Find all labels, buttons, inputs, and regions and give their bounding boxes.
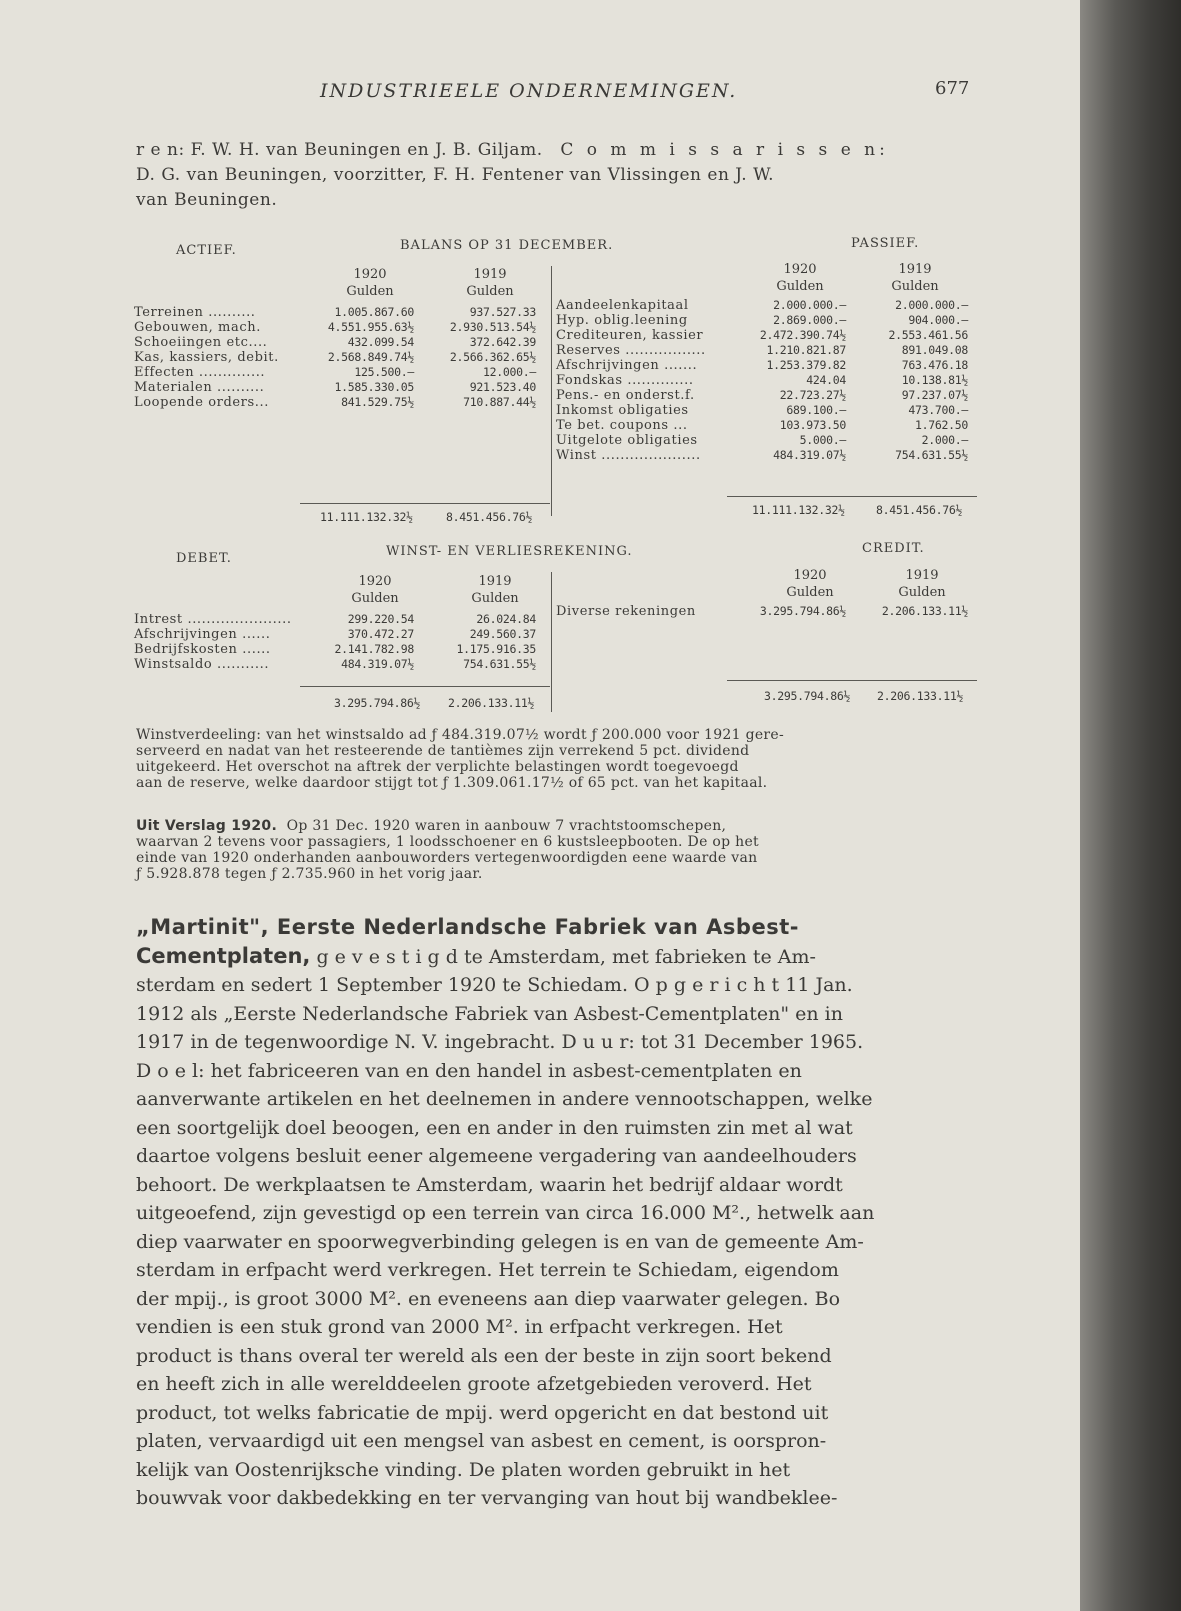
row-label: Winst ..................... bbox=[556, 448, 701, 463]
row-value-1920: 841.529.75½ bbox=[341, 395, 414, 409]
credit-rows bbox=[556, 604, 976, 619]
martinit-title-line1: „Martinit", Eerste Nederlandsche Fabriek van Asbest- bbox=[136, 915, 799, 939]
table-row bbox=[556, 343, 976, 358]
row-value-1920: 2.869.000.— bbox=[773, 313, 846, 327]
row-value-1920: 424.04 bbox=[806, 373, 846, 387]
row-value-1919: 904.000.— bbox=[908, 313, 968, 327]
martinit-body-lines bbox=[136, 1085, 981, 1513]
row-label: Diverse rekeningen bbox=[556, 604, 696, 619]
table-row bbox=[556, 418, 976, 433]
verslag-heading: Uit Verslag 1920. bbox=[136, 818, 278, 834]
year-1919: 1919 bbox=[473, 267, 507, 282]
row-value-1919: 2.000.000.— bbox=[895, 298, 968, 312]
row-value-1920: 1.253.379.82 bbox=[766, 358, 846, 372]
table-row bbox=[556, 448, 976, 463]
martinit-line: sterdam en sedert 1 September 1920 te Schiedam. bbox=[136, 974, 628, 996]
actief-label: ACTIEF. bbox=[176, 243, 237, 258]
row-value-1919: 10.138.81½ bbox=[901, 373, 968, 387]
row-label: Terreinen .......... bbox=[134, 305, 256, 320]
verslag-line: einde van 1920 onderhanden aanbouworders vertegenwoordigden eene waarde van bbox=[136, 850, 758, 866]
intro-line1a: r e n: F. W. H. van Beuningen en J. B. Giljam. bbox=[136, 140, 543, 160]
row-label: Fondskas .............. bbox=[556, 373, 694, 388]
year-1919: 1919 bbox=[478, 574, 512, 589]
row-value-1920: 2.568.849.74½ bbox=[327, 350, 414, 364]
unit-gulden: Gulden bbox=[466, 284, 514, 299]
row-value-1920: 432.099.54 bbox=[347, 335, 414, 349]
verslag-line1: Op 31 Dec. 1920 waren in aanbouw 7 vrachtstoomschepen, bbox=[286, 818, 727, 834]
martinit-title-line2: Cementplaten, bbox=[136, 943, 311, 968]
debet-total-1920: 3.295.794.86½ bbox=[334, 696, 421, 710]
year-1919: 1919 bbox=[905, 568, 939, 583]
row-value-1919: 249.560.37 bbox=[469, 627, 536, 641]
verslag-line: ƒ 5.928.878 tegen ƒ 2.735.960 in het vorig jaar. bbox=[136, 866, 483, 882]
row-label: Gebouwen, mach. bbox=[134, 320, 261, 335]
intro-line1b: C o m m i s s a r i s s e n: bbox=[560, 140, 889, 160]
row-label: Afschrijvingen ...... bbox=[134, 627, 271, 642]
unit-gulden: Gulden bbox=[346, 284, 394, 299]
passief-col-1920 bbox=[760, 261, 840, 295]
row-value-1919: 473.700.— bbox=[908, 403, 968, 417]
unit-gulden: Gulden bbox=[776, 279, 824, 294]
unit-gulden: Gulden bbox=[891, 279, 939, 294]
row-label: Te bet. coupons ... bbox=[556, 418, 688, 433]
row-label: Effecten .............. bbox=[134, 365, 266, 380]
row-label: Aandeelenkapitaal bbox=[556, 298, 689, 313]
credit-label: CREDIT. bbox=[862, 541, 925, 556]
passief-rows bbox=[556, 298, 976, 463]
year-1920: 1920 bbox=[783, 262, 817, 277]
martinit-line: 1912 als „Eerste Nederlandsche Fabriek van Asbest-Cementplaten" en in bbox=[136, 1002, 843, 1025]
row-value-1919: 937.527.33 bbox=[469, 305, 536, 319]
row-value-1920: 2.000.000.— bbox=[773, 298, 846, 312]
passief-col-1919 bbox=[875, 261, 955, 295]
row-value-1920: 1.210.821.87 bbox=[766, 343, 846, 357]
winst-divider bbox=[551, 572, 552, 712]
row-label: Uitgelote obligaties bbox=[556, 433, 698, 448]
duur-label: D u u r: bbox=[561, 1031, 635, 1053]
table-row bbox=[556, 388, 976, 403]
debet-total-rule bbox=[300, 686, 550, 687]
martinit-line: behoort. De werkplaatsen te Amsterdam, waarin het bedrijf aldaar wordt bbox=[136, 1173, 843, 1196]
martinit-line: product is thans overal ter wereld als een der beste in zijn soort bekend bbox=[136, 1344, 832, 1367]
row-label: Pens.- en onderst.f. bbox=[556, 388, 695, 403]
martinit-line: tot 31 December 1965. bbox=[640, 1031, 864, 1053]
debet-col-1920 bbox=[335, 573, 415, 607]
row-value-1919: 97.237.07½ bbox=[901, 388, 968, 402]
row-label: Intrest ...................... bbox=[134, 612, 292, 627]
doel-label: D o e l: bbox=[136, 1059, 205, 1082]
martinit-line: aanverwante artikelen en het deelnemen in andere vennootschappen, welke bbox=[136, 1088, 873, 1110]
martinit-line: der mpij., is groot 3000 M². en eveneens aan diep vaarwater gelegen. Bo bbox=[136, 1287, 841, 1310]
table-row bbox=[134, 395, 544, 410]
martinit-line: uitgeoefend, zijn gevestigd op een terrein van circa 16.000 M²., hetwelk aan bbox=[136, 1202, 875, 1224]
unit-gulden: Gulden bbox=[471, 591, 519, 606]
row-value-1920: 1.005.867.60 bbox=[334, 305, 414, 319]
martinit-line: het fabriceeren van en den handel in asbest-cementplaten en bbox=[210, 1059, 802, 1082]
martinit-line: platen, vervaardigd uit een mengsel van asbest en cement, is oorspron- bbox=[136, 1430, 827, 1452]
martinit-article bbox=[136, 913, 981, 1513]
winstverdeeling-line: uitgekeerd. Het overschot na aftrek der verplichte belastingen wordt toegevoegd bbox=[136, 759, 739, 775]
table-row bbox=[134, 365, 544, 380]
row-value-1920: 125.500.— bbox=[354, 365, 414, 379]
actief-col-1919 bbox=[450, 266, 530, 300]
table-row bbox=[134, 380, 544, 395]
unit-gulden: Gulden bbox=[786, 585, 834, 600]
verslag-paragraph bbox=[136, 818, 976, 882]
martinit-line: sterdam in erfpacht werd verkregen. Het terrein te Schiedam, eigendom bbox=[136, 1259, 839, 1281]
debet-col-1919 bbox=[455, 573, 535, 607]
martinit-line: diep vaarwater en spoorwegverbinding gelegen is en van de gemeente Am- bbox=[136, 1230, 864, 1253]
table-row bbox=[134, 627, 544, 642]
winstverdeeling-paragraph bbox=[136, 727, 976, 791]
row-label: Inkomst obligaties bbox=[556, 403, 689, 418]
year-1920: 1920 bbox=[353, 267, 387, 282]
row-value-1920: 5.000.— bbox=[799, 433, 846, 447]
table-row bbox=[134, 335, 544, 350]
row-value-1919: 891.049.08 bbox=[901, 343, 968, 357]
gevestigd-label: g e v e s t i g d bbox=[316, 945, 458, 968]
martinit-line: bouwvak voor dakbedekking en ter vervanging van hout bij wandbeklee- bbox=[136, 1487, 838, 1509]
actief-rows bbox=[134, 305, 544, 410]
balans-divider bbox=[551, 266, 552, 516]
actief-col-1920 bbox=[330, 266, 410, 300]
table-row bbox=[134, 642, 544, 657]
row-value-1920: 2.141.782.98 bbox=[334, 642, 414, 656]
book-spine bbox=[1080, 0, 1181, 1611]
passief-total-rule bbox=[727, 496, 977, 497]
row-value-1919: 12.000.— bbox=[483, 365, 536, 379]
row-label: Hyp. oblig.leening bbox=[556, 313, 688, 328]
table-row bbox=[556, 328, 976, 343]
table-row bbox=[556, 298, 976, 313]
martinit-line: en heeft zich in alle werelddeelen groote afzetgebieden veroverd. Het bbox=[136, 1373, 812, 1395]
row-label: Bedrijfskosten ...... bbox=[134, 642, 271, 657]
running-header: INDUSTRIEELE ONDERNEMINGEN. bbox=[320, 80, 738, 102]
row-value-1920: 3.295.794.86½ bbox=[759, 604, 846, 618]
page-number: 677 bbox=[935, 78, 970, 99]
table-row bbox=[134, 612, 544, 627]
row-value-1920: 4.551.955.63½ bbox=[327, 320, 414, 334]
row-label: Afschrijvingen ....... bbox=[556, 358, 698, 373]
row-value-1919: 763.476.18 bbox=[901, 358, 968, 372]
debet-total-1919: 2.206.133.11½ bbox=[448, 696, 535, 710]
actief-total-rule bbox=[300, 503, 550, 504]
credit-total-1920: 3.295.794.86½ bbox=[764, 689, 851, 703]
table-row bbox=[134, 320, 544, 335]
passief-label: PASSIEF. bbox=[851, 236, 920, 251]
row-value-1919: 754.631.55½ bbox=[463, 657, 536, 671]
unit-gulden: Gulden bbox=[351, 591, 399, 606]
row-value-1920: 1.585.330.05 bbox=[334, 380, 414, 394]
martinit-line: daartoe volgens besluit eener algemeene vergadering van aandeelhouders bbox=[136, 1145, 857, 1167]
row-value-1919: 26.024.84 bbox=[476, 612, 536, 626]
intro-paragraph bbox=[136, 138, 976, 213]
row-value-1920: 484.319.07½ bbox=[773, 448, 846, 462]
year-1920: 1920 bbox=[793, 568, 827, 583]
opgericht-label: O p g e r i c h t bbox=[634, 974, 780, 996]
martinit-line: te Amsterdam, met fabrieken te Am- bbox=[463, 945, 816, 968]
row-value-1920: 299.220.54 bbox=[347, 612, 414, 626]
credit-total-1919: 2.206.133.11½ bbox=[877, 689, 964, 703]
row-value-1919: 372.642.39 bbox=[469, 335, 536, 349]
table-row bbox=[556, 373, 976, 388]
winst-title: WINST- EN VERLIESREKENING. bbox=[386, 544, 633, 559]
row-value-1919: 921.523.40 bbox=[469, 380, 536, 394]
passief-total-1919: 8.451.456.76½ bbox=[876, 503, 963, 517]
table-row bbox=[556, 604, 976, 619]
passief-total-1920: 11.111.132.32½ bbox=[752, 503, 845, 517]
table-row bbox=[556, 403, 976, 418]
row-label: Winstsaldo ........... bbox=[134, 657, 270, 672]
credit-col-1920 bbox=[770, 567, 850, 601]
row-value-1919: 1.175.916.35 bbox=[456, 642, 536, 656]
intro-line2: D. G. van Beuningen, voorzitter, F. H. Fentener van Vlissingen en J. W. bbox=[136, 165, 775, 185]
row-label: Kas, kassiers, debit. bbox=[134, 350, 279, 365]
martinit-line: 11 Jan. bbox=[785, 974, 853, 996]
credit-total-rule bbox=[727, 680, 977, 681]
actief-total-1920: 11.111.132.32½ bbox=[320, 510, 413, 524]
row-value-1919: 2.930.513.54½ bbox=[449, 320, 536, 334]
row-value-1920: 103.973.50 bbox=[779, 418, 846, 432]
row-label: Schoeiingen etc.... bbox=[134, 335, 268, 350]
unit-gulden: Gulden bbox=[898, 585, 946, 600]
row-value-1919: 1.762.50 bbox=[915, 418, 968, 432]
table-row bbox=[556, 358, 976, 373]
row-value-1919: 2.566.362.65½ bbox=[449, 350, 536, 364]
martinit-line: vendien is een stuk grond van 2000 M². in erfpacht verkregen. Het bbox=[136, 1316, 783, 1338]
year-1920: 1920 bbox=[358, 574, 392, 589]
row-value-1920: 370.472.27 bbox=[347, 627, 414, 641]
debet-rows bbox=[134, 612, 544, 672]
row-value-1920: 484.319.07½ bbox=[341, 657, 414, 671]
actief-total-1919: 8.451.456.76½ bbox=[446, 510, 533, 524]
table-row bbox=[134, 305, 544, 320]
year-1919: 1919 bbox=[898, 262, 932, 277]
winstverdeeling-line: Winstverdeeling: van het winstsaldo ad ƒ 484.319.07½ wordt ƒ 200.000 voor 1921 gere- bbox=[136, 727, 785, 743]
debet-label: DEBET. bbox=[176, 551, 232, 566]
winstverdeeling-line: aan de reserve, welke daardoor stijgt tot ƒ 1.309.061.17½ of 65 pct. van het kapitaal. bbox=[136, 775, 768, 791]
row-label: Crediteuren, kassier bbox=[556, 328, 704, 343]
winstverdeeling-line: serveerd en nadat van het resteerende de tantièmes zijn verrekend 5 pct. dividend bbox=[136, 743, 750, 759]
balans-title: BALANS OP 31 DECEMBER. bbox=[400, 238, 614, 253]
martinit-line: product, tot welks fabricatie de mpij. werd opgericht en dat bestond uit bbox=[136, 1401, 829, 1424]
row-label: Loopende orders... bbox=[134, 395, 269, 410]
martinit-line: kelijk van Oostenrijksche vinding. De platen worden gebruikt in het bbox=[136, 1458, 791, 1481]
row-value-1919: 2.206.133.11½ bbox=[881, 604, 968, 618]
table-row bbox=[134, 350, 544, 365]
row-value-1919: 710.887.44½ bbox=[463, 395, 536, 409]
martinit-line: 1917 in de tegenwoordige N. V. ingebracht. bbox=[136, 1031, 556, 1053]
row-value-1919: 2.553.461.56 bbox=[888, 328, 968, 342]
table-row bbox=[556, 433, 976, 448]
row-value-1920: 2.472.390.74½ bbox=[759, 328, 846, 342]
row-label: Materialen .......... bbox=[134, 380, 265, 395]
row-value-1920: 22.723.27½ bbox=[779, 388, 846, 402]
intro-line3: van Beuningen. bbox=[136, 190, 278, 210]
row-value-1920: 689.100.— bbox=[786, 403, 846, 417]
table-row bbox=[556, 313, 976, 328]
table-row bbox=[134, 657, 544, 672]
row-value-1919: 754.631.55½ bbox=[895, 448, 968, 462]
verslag-line: waarvan 2 tevens voor passagiers, 1 loodsschoener en 6 kustsleepbooten. De op het bbox=[136, 834, 759, 850]
row-value-1919: 2.000.— bbox=[921, 433, 968, 447]
row-label: Reserves ................. bbox=[556, 343, 706, 358]
martinit-line: een soortgelijk doel beoogen, een en ander in den ruimsten zin met al wat bbox=[136, 1116, 853, 1139]
credit-col-1919 bbox=[882, 567, 962, 601]
